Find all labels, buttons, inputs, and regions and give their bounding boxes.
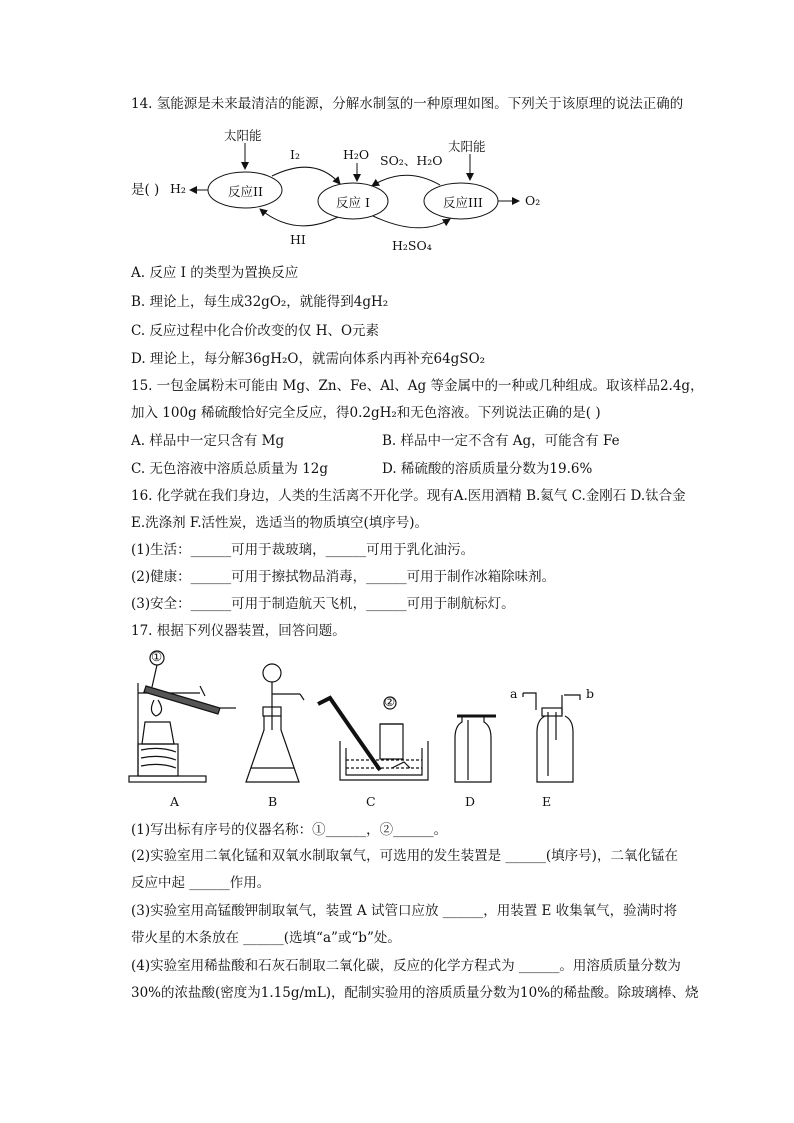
q16-line1: 16. 化学就在我们身边，人类的生活离不开化学。现有A.医用酒精 B.氦气 C.金刚石 D.钛合金 — [131, 488, 686, 504]
hi-label: HI — [290, 232, 306, 247]
q14-option-c: C. 反应过程中化合价改变的仅 H、O元素 — [131, 323, 380, 339]
so2-arrow — [372, 175, 440, 186]
apparatus-b — [246, 664, 304, 782]
q17-item2-line2: 反应中起 ______作用。 — [131, 875, 271, 891]
apparatus-c — [318, 697, 428, 780]
q15-line2: 加入 100g 稀硫酸恰好完全反应，得0.2gH₂和无色溶液。下列说法正确的是( ) — [131, 405, 601, 421]
reaction3-label: 反应III — [443, 195, 483, 210]
q16-line2: E.洗涤剂 F.活性炭，选适当的物质填空(填序号)。 — [131, 515, 429, 531]
apparatus-d — [455, 716, 496, 782]
apparatus-label-c: C — [366, 794, 376, 809]
so2-h2o-label: SO₂、H₂O — [380, 153, 443, 168]
q14-stem: 14. 氢能源是未来最清洁的能源，分解水制氢的一种原理如图。下列关于该原理的说法正确的 — [131, 96, 684, 112]
q17-item4-line2: 30%的浓盐酸(密度为1.15g/mL)，配制实验用的溶质质量分数为10%的稀盐酸。除玻璃棒、烧 — [131, 985, 699, 1001]
sun-left-label: 太阳能 — [224, 128, 262, 143]
q15-line1: 15. 一包金属粉末可能由 Mg、Zn、Fe、Al、Ag 等金属中的一种或几种组成。取该样品2.4g， — [131, 378, 704, 394]
q14-stem-tail: 是( ) — [131, 182, 160, 198]
apparatus-e — [523, 693, 580, 782]
i2-label: I₂ — [290, 147, 300, 162]
q16-item2: (2)健康：______可用于擦拭物品消毒，______可用于制作冰箱除味剂。 — [131, 569, 556, 585]
q15-option-d: D. 稀硫酸的溶质质量分数为19.6% — [382, 461, 593, 477]
apparatus-a — [129, 651, 236, 782]
apparatus-label-a: A — [170, 794, 180, 809]
port-a-label: a — [510, 686, 518, 701]
sun-right-label: 太阳能 — [448, 139, 486, 154]
port-b-label: b — [586, 686, 595, 701]
q14-option-b: B. 理论上，每生成32gO₂，就能得到4gH₂ — [131, 294, 389, 310]
q15-option-b: B. 样品中一定不含有 Ag，可能含有 Fe — [382, 433, 620, 449]
h2-label: H₂ — [170, 181, 186, 196]
q14-option-a: A. 反应 I 的类型为置换反应 — [131, 265, 299, 281]
q17-item1: (1)写出标有序号的仪器名称：①______，②______。 — [131, 822, 448, 838]
h2so4-label: H₂SO₄ — [392, 238, 432, 253]
q16-item1: (1)生活：______可用于裁玻璃，______可用于乳化油污。 — [131, 542, 475, 558]
h2o-label: H₂O — [343, 147, 370, 162]
reaction1-label: 反应 I — [336, 195, 370, 210]
marker-2: ② — [384, 694, 396, 709]
q14-option-d: D. 理论上，每分解36gH₂O，就需向体系内再补充64gSO₂ — [131, 351, 486, 367]
reaction2-label: 反应II — [228, 184, 263, 199]
h2so4-arrow — [373, 216, 450, 228]
hi-arrow — [260, 209, 338, 226]
q17-item2-line1: (2)实验室用二氧化锰和双氧水制取氧气，可选用的发生装置是 ______(填序号)，二氧化锰在 — [131, 848, 678, 864]
q17-stem: 17. 根据下列仪器装置，回答问题。 — [131, 623, 346, 639]
apparatus-label-b: B — [268, 794, 278, 809]
apparatus-label-d: D — [465, 794, 476, 809]
q15-option-a: A. 样品中一定只含有 Mg — [131, 433, 285, 449]
i2-arrow — [272, 167, 340, 184]
o2-label: O₂ — [525, 193, 541, 208]
apparatus-label-e: E — [542, 794, 552, 809]
marker-1: ① — [151, 649, 163, 664]
q15-option-c: C. 无色溶液中溶质总质量为 12g — [131, 461, 329, 477]
q17-item3-line1: (3)实验室用高锰酸钾制取氧气，装置 A 试管口应放 ______，用装置 E 收集氧气，验满时将 — [131, 903, 678, 919]
q17-item4-line1: (4)实验室用稀盐酸和石灰石制取二氧化碳，反应的化学方程式为 ______。用溶质质量分数为 — [131, 958, 681, 974]
q17-item3-line2: 带火星的木条放在 ______(选填“a”或“b”处。 — [131, 930, 401, 946]
q16-item3: (3)安全：______可用于制造航天飞机，______可用于制航标灯。 — [131, 596, 515, 612]
